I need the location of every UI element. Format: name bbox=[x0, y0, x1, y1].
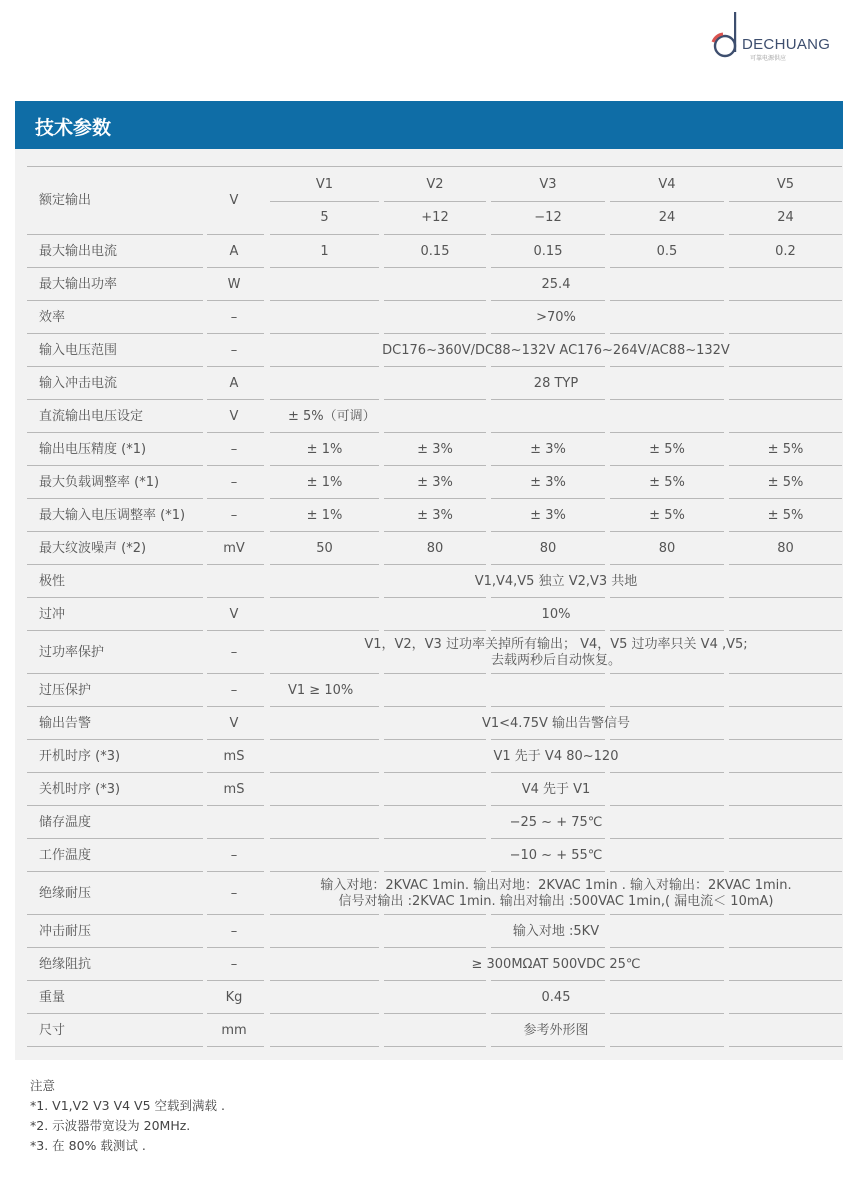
column-header: V2 bbox=[426, 177, 444, 192]
row-divider bbox=[491, 564, 605, 565]
row-value: 80 bbox=[777, 540, 794, 556]
row-divider bbox=[270, 1046, 379, 1047]
row-span-value: 10% bbox=[541, 606, 571, 622]
row-divider bbox=[27, 871, 203, 872]
row-divider bbox=[491, 706, 605, 707]
row-divider bbox=[610, 234, 724, 235]
row-label: 开机时序 (*3) bbox=[39, 748, 121, 764]
row-label: 过功率保护 bbox=[39, 644, 105, 660]
row-divider bbox=[729, 1013, 842, 1014]
row-divider bbox=[207, 630, 264, 631]
row-divider bbox=[491, 333, 605, 334]
row-divider bbox=[27, 498, 203, 499]
row-divider bbox=[729, 673, 842, 674]
row-divider bbox=[491, 597, 605, 598]
row-divider bbox=[27, 980, 203, 981]
row-divider bbox=[207, 673, 264, 674]
row-divider bbox=[27, 673, 203, 674]
row-divider bbox=[384, 1013, 486, 1014]
row-divider bbox=[610, 432, 724, 433]
row-divider bbox=[384, 201, 486, 202]
row-divider bbox=[729, 201, 842, 202]
row-divider bbox=[491, 739, 605, 740]
row-value: 0.5 bbox=[656, 243, 678, 259]
row-value: ± 5% bbox=[767, 441, 804, 457]
row-divider bbox=[270, 564, 379, 565]
row-divider bbox=[610, 597, 724, 598]
row-divider bbox=[729, 838, 842, 839]
row-divider bbox=[384, 300, 486, 301]
row-label: 冲击耐压 bbox=[39, 923, 92, 939]
row-divider bbox=[384, 432, 486, 433]
row-value: ± 5% bbox=[649, 474, 685, 490]
row-divider bbox=[491, 772, 605, 773]
row-divider bbox=[207, 465, 264, 466]
row-divider bbox=[27, 465, 203, 466]
row-divider bbox=[270, 399, 379, 400]
row-divider bbox=[729, 267, 842, 268]
row-divider bbox=[491, 399, 605, 400]
section-title: 技术参数 bbox=[35, 117, 112, 139]
row-divider bbox=[384, 673, 486, 674]
row-divider bbox=[384, 772, 486, 773]
rated-output-value: +12 bbox=[421, 210, 449, 225]
row-span-value: DC176~360V/DC88~132V AC176~264V/AC88~132V bbox=[382, 342, 730, 358]
row-divider bbox=[729, 564, 842, 565]
row-span-value: 参考外形图 bbox=[523, 1022, 589, 1038]
row-divider bbox=[207, 838, 264, 839]
row-value: 0.15 bbox=[533, 243, 563, 259]
row-label: 关机时序 (*3) bbox=[39, 781, 121, 797]
row-span-value: −10 ~ + 55℃ bbox=[509, 847, 603, 863]
row-divider bbox=[384, 838, 486, 839]
row-label: 最大负载调整率 (*1) bbox=[39, 474, 160, 490]
row-divider bbox=[491, 1013, 605, 1014]
row-divider bbox=[27, 597, 203, 598]
column-header: V4 bbox=[658, 177, 676, 192]
row-divider bbox=[384, 399, 486, 400]
row-value: ± 3% bbox=[530, 441, 566, 457]
row-divider bbox=[729, 739, 842, 740]
row-label: 最大输出功率 bbox=[39, 276, 118, 292]
row-divider bbox=[610, 947, 724, 948]
row-divider bbox=[491, 498, 605, 499]
row-span-value: 信号对输出 :2KVAC 1min. 输出对输出 :500VAC 1min,( 漏电流＜ 10mA) bbox=[338, 893, 774, 909]
row-divider bbox=[384, 333, 486, 334]
row-value: 0.15 bbox=[420, 243, 450, 259]
row-divider bbox=[610, 838, 724, 839]
row-divider bbox=[384, 871, 486, 872]
row-divider bbox=[729, 914, 842, 915]
row-divider bbox=[610, 980, 724, 981]
row-divider bbox=[491, 805, 605, 806]
row-divider bbox=[27, 564, 203, 565]
row-divider bbox=[384, 564, 486, 565]
row-divider bbox=[207, 267, 264, 268]
row-divider bbox=[384, 531, 486, 532]
row-divider bbox=[270, 201, 379, 202]
row-divider bbox=[610, 871, 724, 872]
row-value: 80 bbox=[658, 540, 676, 556]
row-value: ± 1% bbox=[306, 474, 343, 490]
row-divider bbox=[27, 947, 203, 948]
row-divider bbox=[207, 980, 264, 981]
row-divider bbox=[491, 465, 605, 466]
row-value: ± 5% bbox=[767, 507, 804, 523]
row-unit: – bbox=[230, 309, 238, 325]
row-label: 重量 bbox=[39, 989, 66, 1005]
row-divider bbox=[729, 234, 842, 235]
row-divider bbox=[207, 234, 264, 235]
row-divider bbox=[207, 498, 264, 499]
row-divider bbox=[207, 399, 264, 400]
row-divider bbox=[270, 914, 379, 915]
row-divider bbox=[207, 739, 264, 740]
rated-output-value: −12 bbox=[534, 210, 562, 225]
row-span-value: V1，V2，V3 过功率关掉所有输出； V4，V5 过功率只关 V4 ,V5; bbox=[364, 636, 748, 652]
row-divider bbox=[27, 234, 203, 235]
row-divider bbox=[270, 234, 379, 235]
row-label: 过压保护 bbox=[39, 682, 92, 698]
row-divider bbox=[491, 531, 605, 532]
row-divider bbox=[207, 597, 264, 598]
row-divider bbox=[270, 871, 379, 872]
row-label: 输出电压精度 (*1) bbox=[39, 441, 147, 457]
row-divider bbox=[384, 1046, 486, 1047]
row-label: 最大输入电压调整率 (*1) bbox=[39, 507, 186, 523]
row-divider bbox=[610, 333, 724, 334]
row-divider bbox=[207, 432, 264, 433]
row-first-value: V1 ≥ 10% bbox=[288, 682, 354, 698]
row-divider bbox=[384, 630, 486, 631]
row-divider bbox=[610, 531, 724, 532]
row-divider bbox=[27, 166, 842, 167]
rated-output-value: 24 bbox=[658, 210, 676, 225]
row-divider bbox=[270, 739, 379, 740]
column-header: V1 bbox=[315, 177, 334, 192]
row-value: 1 bbox=[320, 243, 329, 259]
row-divider bbox=[729, 432, 842, 433]
row-divider bbox=[610, 465, 724, 466]
row-divider bbox=[270, 498, 379, 499]
rated-output-value: 5 bbox=[320, 210, 329, 225]
row-divider bbox=[491, 673, 605, 674]
row-unit: – bbox=[230, 847, 238, 863]
row-divider bbox=[729, 706, 842, 707]
row-divider bbox=[27, 706, 203, 707]
column-header: V3 bbox=[539, 177, 557, 192]
row-unit: mm bbox=[221, 1022, 247, 1038]
row-unit: V bbox=[229, 606, 239, 622]
row-divider bbox=[729, 947, 842, 948]
row-label: 工作温度 bbox=[39, 847, 92, 863]
row-divider bbox=[270, 465, 379, 466]
note-item: *1. V1,V2 V3 V4 V5 空载到满载 . bbox=[30, 1098, 225, 1113]
row-value: 80 bbox=[539, 540, 557, 556]
row-divider bbox=[610, 805, 724, 806]
row-span-value: −25 ~ + 75℃ bbox=[509, 814, 603, 830]
row-divider bbox=[729, 980, 842, 981]
row-value: ± 3% bbox=[530, 507, 566, 523]
row-divider bbox=[270, 366, 379, 367]
row-unit: – bbox=[230, 682, 238, 698]
row-divider bbox=[384, 498, 486, 499]
row-label: 过冲 bbox=[39, 606, 66, 622]
row-divider bbox=[270, 673, 379, 674]
row-divider bbox=[491, 630, 605, 631]
row-divider bbox=[491, 366, 605, 367]
row-unit: mV bbox=[223, 540, 245, 556]
row-divider bbox=[207, 531, 264, 532]
row-first-value: ± 5%（可调） bbox=[288, 408, 376, 424]
note-item: *3. 在 80% 载测试 . bbox=[30, 1138, 146, 1153]
row-label: 储存温度 bbox=[39, 814, 92, 830]
row-divider bbox=[610, 772, 724, 773]
row-divider bbox=[384, 947, 486, 948]
row-divider bbox=[27, 805, 203, 806]
row-divider bbox=[27, 739, 203, 740]
row-divider bbox=[610, 366, 724, 367]
column-header: V5 bbox=[776, 177, 795, 192]
row-span-value: V4 先于 V1 bbox=[521, 781, 591, 797]
row-divider bbox=[27, 914, 203, 915]
row-span-value: ≥ 300MΩAT 500VDC 25℃ bbox=[471, 956, 641, 972]
row-label: 最大输出电流 bbox=[39, 243, 118, 259]
row-divider bbox=[27, 267, 203, 268]
row-unit: mS bbox=[223, 781, 245, 797]
row-unit: – bbox=[230, 441, 238, 457]
row-label: 效率 bbox=[39, 309, 66, 325]
row-span-value: 输入对地 :5KV bbox=[512, 923, 600, 939]
row-divider bbox=[729, 1046, 842, 1047]
row-label: 最大纹波噪声 (*2) bbox=[39, 540, 147, 556]
row-divider bbox=[729, 597, 842, 598]
row-label: 极性 bbox=[39, 573, 66, 589]
note-item: *2. 示波器带宽设为 20MHz. bbox=[30, 1118, 191, 1133]
row-divider bbox=[27, 531, 203, 532]
row-unit: Kg bbox=[225, 989, 243, 1005]
row-divider bbox=[384, 465, 486, 466]
row-value: ± 5% bbox=[649, 441, 685, 457]
row-divider bbox=[207, 1046, 264, 1047]
row-label: 直流输出电压设定 bbox=[39, 408, 144, 424]
row-label: 输入电压范围 bbox=[39, 342, 118, 358]
row-value: 50 bbox=[316, 540, 333, 556]
row-divider bbox=[270, 432, 379, 433]
row-divider bbox=[491, 914, 605, 915]
notes bbox=[30, 1076, 225, 1156]
row-unit: A bbox=[229, 375, 239, 391]
brand-logo bbox=[706, 12, 846, 66]
row-span-value: V1<4.75V 输出告警信号 bbox=[481, 715, 631, 731]
row-divider bbox=[270, 267, 379, 268]
row-unit: V bbox=[229, 193, 239, 208]
row-label: 尺寸 bbox=[39, 1022, 66, 1038]
row-divider bbox=[729, 871, 842, 872]
row-divider bbox=[384, 597, 486, 598]
row-value: ± 5% bbox=[649, 507, 685, 523]
row-divider bbox=[491, 871, 605, 872]
brand-subtitle: 可靠电源供应 bbox=[750, 55, 787, 62]
row-span-value: 0.45 bbox=[541, 989, 571, 1005]
row-divider bbox=[27, 772, 203, 773]
row-divider bbox=[384, 234, 486, 235]
row-divider bbox=[610, 673, 724, 674]
row-divider bbox=[270, 333, 379, 334]
row-value: ± 1% bbox=[306, 507, 343, 523]
row-unit: – bbox=[230, 923, 238, 939]
row-divider bbox=[729, 399, 842, 400]
row-divider bbox=[610, 1046, 724, 1047]
row-divider bbox=[729, 333, 842, 334]
row-unit: – bbox=[230, 644, 238, 660]
row-value: 80 bbox=[426, 540, 444, 556]
row-divider bbox=[384, 706, 486, 707]
row-label: 绝缘耐压 bbox=[39, 885, 92, 901]
row-divider bbox=[207, 706, 264, 707]
row-divider bbox=[491, 267, 605, 268]
row-divider bbox=[610, 739, 724, 740]
row-unit: – bbox=[230, 885, 238, 901]
row-unit: W bbox=[227, 276, 241, 292]
row-divider bbox=[270, 947, 379, 948]
row-divider bbox=[491, 432, 605, 433]
row-divider bbox=[729, 498, 842, 499]
row-divider bbox=[491, 234, 605, 235]
row-value: ± 3% bbox=[417, 507, 453, 523]
row-divider bbox=[27, 630, 203, 631]
row-divider bbox=[491, 980, 605, 981]
row-divider bbox=[729, 366, 842, 367]
row-divider bbox=[610, 201, 724, 202]
row-divider bbox=[270, 300, 379, 301]
row-divider bbox=[729, 630, 842, 631]
row-divider bbox=[207, 772, 264, 773]
row-divider bbox=[27, 399, 203, 400]
row-divider bbox=[491, 300, 605, 301]
brand-name: DECHUANG bbox=[742, 36, 831, 53]
row-unit: mS bbox=[223, 748, 245, 764]
row-unit: – bbox=[230, 507, 238, 523]
row-divider bbox=[207, 333, 264, 334]
row-divider bbox=[27, 1046, 203, 1047]
row-divider bbox=[610, 706, 724, 707]
row-divider bbox=[729, 805, 842, 806]
row-value: ± 3% bbox=[530, 474, 566, 490]
row-divider bbox=[384, 739, 486, 740]
row-label: 输入冲击电流 bbox=[39, 375, 118, 391]
row-divider bbox=[384, 366, 486, 367]
row-span-value: >70% bbox=[536, 309, 576, 325]
row-divider bbox=[207, 947, 264, 948]
row-divider bbox=[384, 980, 486, 981]
row-divider bbox=[27, 366, 203, 367]
row-span-value: V1 先于 V4 80~120 bbox=[493, 748, 619, 764]
row-span-value: 28 TYP bbox=[533, 375, 579, 391]
row-divider bbox=[270, 772, 379, 773]
row-span-value: 去载两秒后自动恢复。 bbox=[490, 652, 621, 668]
row-divider bbox=[27, 300, 203, 301]
row-divider bbox=[610, 399, 724, 400]
row-unit: – bbox=[230, 956, 238, 972]
row-divider bbox=[610, 1013, 724, 1014]
section-header bbox=[15, 101, 843, 149]
row-divider bbox=[491, 1046, 605, 1047]
row-unit: – bbox=[230, 342, 238, 358]
row-divider bbox=[491, 838, 605, 839]
row-divider bbox=[207, 1013, 264, 1014]
row-divider bbox=[384, 914, 486, 915]
row-divider bbox=[270, 531, 379, 532]
row-label: 绝缘阻抗 bbox=[39, 956, 92, 972]
row-divider bbox=[27, 1013, 203, 1014]
row-value: ± 5% bbox=[767, 474, 804, 490]
row-span-value: 输入对地：2KVAC 1min. 输出对地：2KVAC 1min . 输入对输出：2KVAC 1min. bbox=[320, 877, 792, 893]
row-divider bbox=[729, 531, 842, 532]
row-divider bbox=[610, 498, 724, 499]
row-unit: V bbox=[229, 715, 239, 731]
row-divider bbox=[610, 914, 724, 915]
row-divider bbox=[207, 914, 264, 915]
logo-mark-icon bbox=[706, 12, 746, 66]
row-divider bbox=[384, 267, 486, 268]
row-divider bbox=[729, 772, 842, 773]
row-label: 额定输出 bbox=[39, 193, 92, 208]
row-divider bbox=[207, 564, 264, 565]
row-value: ± 1% bbox=[306, 441, 343, 457]
row-divider bbox=[384, 805, 486, 806]
row-divider bbox=[610, 267, 724, 268]
row-divider bbox=[270, 706, 379, 707]
row-divider bbox=[270, 980, 379, 981]
row-span-value: 25.4 bbox=[541, 276, 571, 292]
row-divider bbox=[491, 201, 605, 202]
row-unit: – bbox=[230, 474, 238, 490]
row-divider bbox=[27, 838, 203, 839]
row-divider bbox=[729, 465, 842, 466]
row-value: ± 3% bbox=[417, 474, 453, 490]
row-divider bbox=[270, 630, 379, 631]
row-divider bbox=[207, 300, 264, 301]
row-divider bbox=[610, 564, 724, 565]
row-unit: A bbox=[229, 243, 239, 259]
row-label: 输出告警 bbox=[39, 715, 92, 731]
row-divider bbox=[610, 300, 724, 301]
row-divider bbox=[270, 597, 379, 598]
row-divider bbox=[270, 805, 379, 806]
row-divider bbox=[27, 333, 203, 334]
rated-output-value: 24 bbox=[777, 210, 794, 225]
row-value: ± 3% bbox=[417, 441, 453, 457]
row-divider bbox=[207, 805, 264, 806]
row-span-value: V1,V4,V5 独立 V2,V3 共地 bbox=[474, 573, 638, 589]
row-divider bbox=[610, 630, 724, 631]
row-value: 0.2 bbox=[775, 243, 796, 259]
row-unit: V bbox=[229, 408, 239, 424]
row-divider bbox=[207, 871, 264, 872]
notes-title: 注意 bbox=[30, 1078, 56, 1093]
row-divider bbox=[270, 838, 379, 839]
row-divider bbox=[270, 1013, 379, 1014]
row-divider bbox=[729, 300, 842, 301]
row-divider bbox=[491, 947, 605, 948]
row-divider bbox=[207, 366, 264, 367]
row-divider bbox=[27, 432, 203, 433]
